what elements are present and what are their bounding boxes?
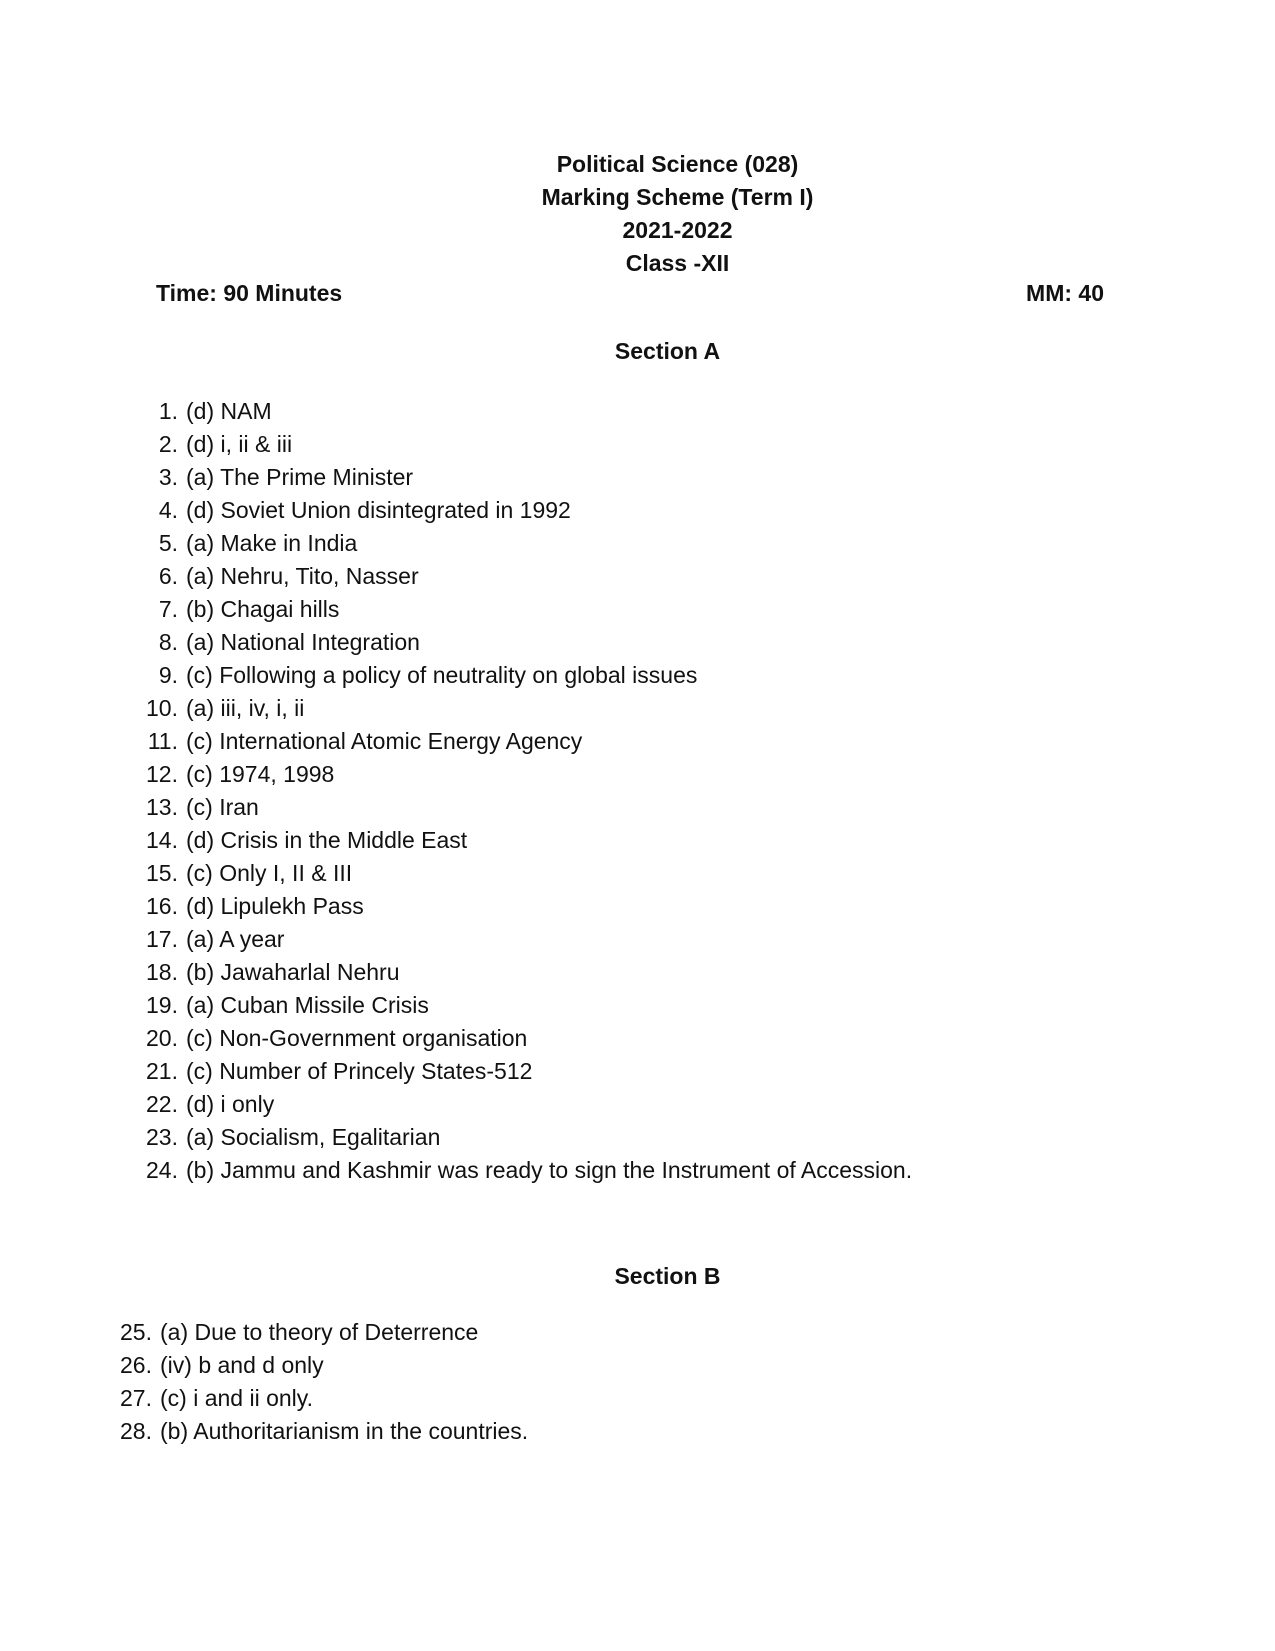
answer-number: 24.	[146, 1157, 178, 1183]
section-a-heading: Section A	[614, 338, 721, 364]
answer-text: (c) International Atomic Energy Agency	[186, 728, 583, 754]
answer-text: (d) i, ii & iii	[186, 431, 293, 457]
answer-item	[128, 758, 912, 791]
section-a-answer-list	[128, 395, 912, 1187]
answer-text: (a) Nehru, Tito, Nasser	[186, 563, 419, 589]
answer-number: 23.	[146, 1124, 178, 1150]
answer-number: 21.	[146, 1058, 178, 1084]
answer-text: (c) 1974, 1998	[186, 761, 335, 787]
answer-item	[128, 824, 912, 857]
answer-text: (a) iii, iv, i, ii	[186, 695, 305, 721]
answer-text: (d) i only	[186, 1091, 275, 1117]
answer-item	[128, 1154, 912, 1187]
answer-number: 14.	[146, 827, 178, 853]
academic-year: 2021-2022	[622, 217, 733, 243]
answer-number: 6.	[158, 563, 178, 589]
answer-item	[102, 1349, 528, 1382]
answer-number: 2.	[158, 431, 178, 457]
answer-number: 7.	[158, 596, 178, 622]
answer-text: (d) NAM	[186, 398, 272, 424]
answer-number: 11.	[147, 728, 178, 754]
answer-item	[128, 725, 912, 758]
answer-number: 12.	[146, 761, 178, 787]
answer-number: 5.	[158, 530, 178, 556]
class-label: Class -XII	[625, 250, 730, 276]
answer-item	[128, 692, 912, 725]
answer-text: (a) Make in India	[186, 530, 358, 556]
answer-number: 13.	[146, 794, 178, 820]
answer-text: (c) Only I, II & III	[186, 860, 353, 886]
answer-text: (iv) b and d only	[160, 1352, 324, 1378]
answer-number: 10.	[146, 695, 178, 721]
answer-number: 15.	[146, 860, 178, 886]
answer-item	[128, 461, 912, 494]
answer-item	[128, 857, 912, 890]
document-header	[0, 148, 1275, 280]
answer-number: 16.	[146, 893, 178, 919]
answer-item	[102, 1316, 528, 1349]
answer-text: (b) Jawaharlal Nehru	[186, 959, 400, 985]
answer-number: 19.	[146, 992, 178, 1018]
answer-item	[102, 1382, 528, 1415]
answer-text: (c) Following a policy of neutrality on global issues	[186, 662, 698, 688]
answer-text: (c) Number of Princely States-512	[186, 1058, 533, 1084]
section-b-heading: Section B	[614, 1263, 721, 1289]
answer-number: 28.	[120, 1418, 152, 1444]
answer-text: (a) The Prime Minister	[186, 464, 414, 490]
answer-number: 9.	[158, 662, 178, 688]
answer-item	[128, 1088, 912, 1121]
answer-number: 8.	[158, 629, 178, 655]
answer-item	[102, 1415, 528, 1448]
subject-title: Political Science (028)	[556, 151, 799, 177]
answer-number: 25.	[120, 1319, 152, 1345]
answer-item	[128, 527, 912, 560]
answer-text: (c) Non-Government organisation	[186, 1025, 528, 1051]
answer-number: 1.	[158, 398, 178, 424]
answer-text: (d) Crisis in the Middle East	[186, 827, 468, 853]
answer-text: (d) Soviet Union disintegrated in 1992	[186, 497, 571, 523]
answer-item	[128, 626, 912, 659]
answer-number: 20.	[146, 1025, 178, 1051]
maximum-marks: MM: 40	[1026, 280, 1104, 306]
answer-item	[128, 659, 912, 692]
answer-number: 17.	[146, 926, 178, 952]
time-allowed: Time: 90 Minutes	[156, 280, 343, 306]
answer-number: 27.	[120, 1385, 152, 1411]
answer-item	[128, 560, 912, 593]
answer-text: (a) Due to theory of Deterrence	[160, 1319, 479, 1345]
answer-text: (a) Cuban Missile Crisis	[186, 992, 429, 1018]
answer-text: (d) Lipulekh Pass	[186, 893, 364, 919]
answer-text: (b) Authoritarianism in the countries.	[160, 1418, 529, 1444]
section-b-answer-list	[102, 1316, 528, 1448]
answer-item	[128, 494, 912, 527]
answer-number: 18.	[146, 959, 178, 985]
answer-number: 4.	[158, 497, 178, 523]
answer-text: (a) Socialism, Egalitarian	[186, 1124, 441, 1150]
answer-text: (a) A year	[186, 926, 285, 952]
answer-number: 26.	[120, 1352, 152, 1378]
answer-item	[128, 1121, 912, 1154]
answer-item	[128, 1022, 912, 1055]
answer-text: (b) Jammu and Kashmir was ready to sign the Instrument of Accession.	[186, 1157, 913, 1183]
answer-item	[128, 791, 912, 824]
answer-text: (c) Iran	[186, 794, 259, 820]
document-type: Marking Scheme (Term I)	[541, 184, 814, 210]
answer-number: 3.	[158, 464, 178, 490]
answer-item	[128, 395, 912, 428]
answer-text: (c) i and ii only.	[160, 1385, 313, 1411]
answer-text: (a) National Integration	[186, 629, 420, 655]
answer-item	[128, 890, 912, 923]
answer-number: 22.	[146, 1091, 178, 1117]
answer-item	[128, 923, 912, 956]
answer-item	[128, 593, 912, 626]
answer-item	[128, 989, 912, 1022]
answer-item	[128, 428, 912, 461]
answer-item	[128, 1055, 912, 1088]
answer-item	[128, 956, 912, 989]
answer-text: (b) Chagai hills	[186, 596, 340, 622]
